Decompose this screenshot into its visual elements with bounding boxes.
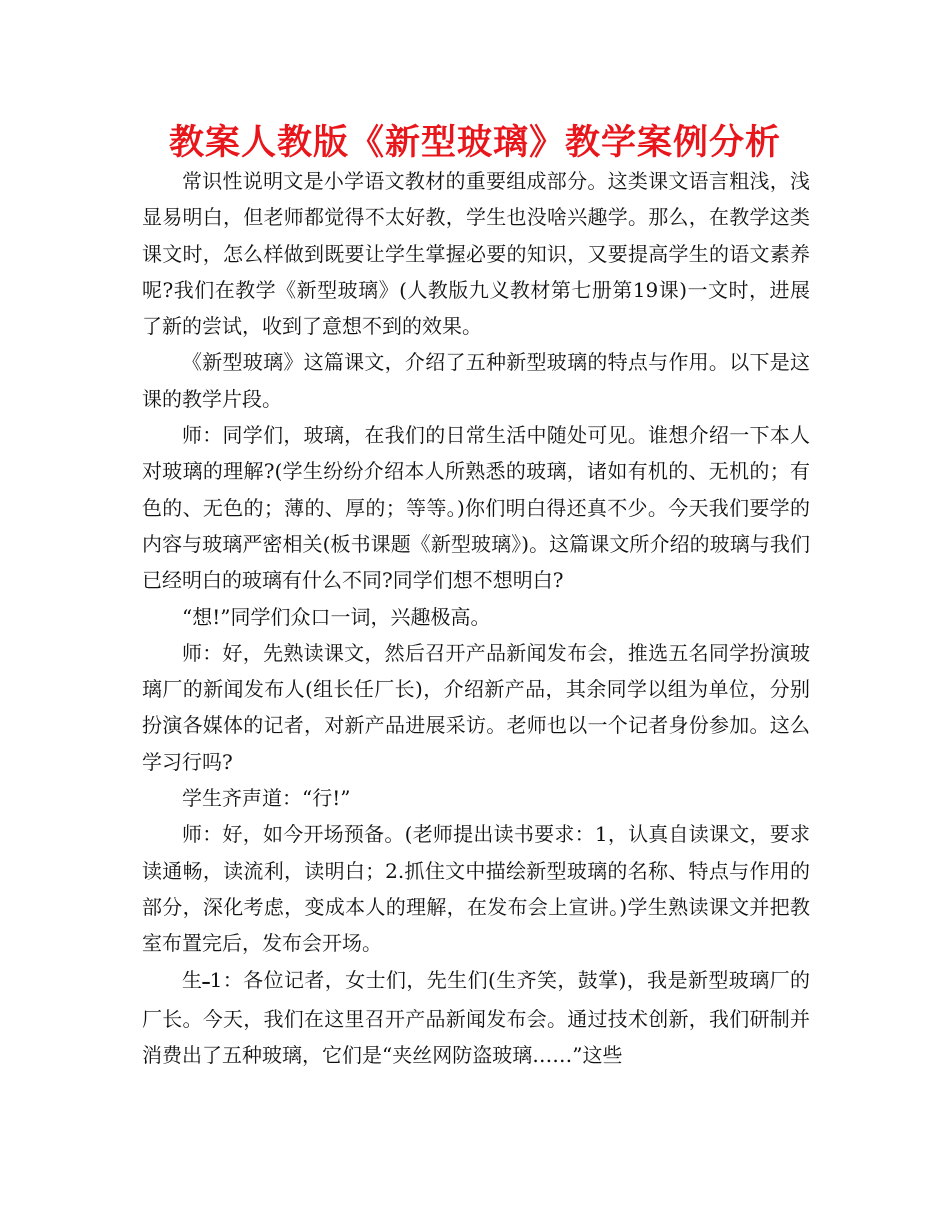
- paragraph-students-reply: “想!”同学们众口一词，兴趣极高。: [182, 604, 491, 629]
- speaker-label: 生: [182, 967, 203, 992]
- paragraph-teacher-start: 师：好，如今开场预备。(老师提出读书要求：1，认真自读课文，要求读通畅，读流利，读明白；2.抓住文中描绘新型玻璃的名称、特点与作用的部分，深化考虑，变成本人的理解，在发布会上宣讲。)学生熟读课文并把教室布置完后，发布会开场。: [142, 822, 810, 956]
- document-title: 教案人教版《新型玻璃》教学案例分析: [168, 123, 781, 163]
- paragraph-student-speech: [142, 962, 810, 1074]
- paragraph-overview: 《新型玻璃》这篇课文，介绍了五种新型玻璃的特点与作用。以下是这课的教学片段。: [142, 350, 810, 411]
- speech-text: 1：各位记者，女士们，先生们(生齐笑，鼓掌)，我是新型玻璃厂的厂长。今天，我们在这里召开产品新闻发布会。通过技术创新，我们研制并消费出了五种玻璃，它们是“夹丝网防盗玻璃……”这些: [142, 967, 810, 1068]
- paragraph-teacher-opening: 师：同学们，玻璃，在我们的日常生活中随处可见。谁想介绍一下本人对玻璃的理解?(学生纷纷介绍本人所熟悉的玻璃，诸如有机的、无机的；有色的、无色的；薄的、厚的；等等。)你们明白得还真不少。今天我们要学的内容与玻璃严密相关(板书课题《新型玻璃》)。这篇课文所介绍的玻璃与我们已经明白的玻璃有什么不同?同学们想不想明白?: [142, 423, 810, 593]
- document-body: [142, 163, 810, 1073]
- paragraph-intro: 常识性说明文是小学语文教材的重要组成部分。这类课文语言粗浅，浅显易明白，但老师都觉得不太好教，学生也没啥兴趣学。那么，在教学这类课文时，怎么样做到既要让学生掌握必要的知识，又要提高学生的语文素养呢?我们在教学《新型玻璃》(人教版九义教材第七册第19课)一文时，进展了新的尝试，收到了意想不到的效果。: [142, 169, 810, 339]
- paragraph-teacher-plan: 师：好，先熟读课文，然后召开产品新闻发布会，推选五名同学扮演玻璃厂的新闻发布人(组长任厂长)，介绍新产品，其余同学以组为单位，分别扮演各媒体的记者，对新产品进展采访。老师也以一个记者身份参加。这么学习行吗?: [142, 640, 810, 774]
- paragraph-students-agree: 学生齐声道：“行!”: [182, 786, 351, 811]
- speaker-subscript: ━: [202, 975, 210, 990]
